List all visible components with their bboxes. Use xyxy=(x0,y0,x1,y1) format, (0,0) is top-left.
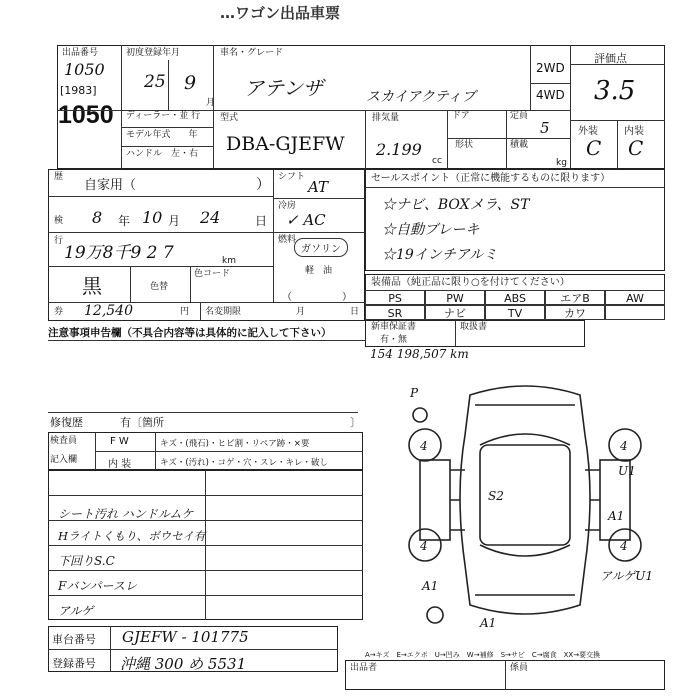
lot-label: 出品番号 xyxy=(62,48,99,58)
check-interior-items: キズ・(汚れ)・コゲ・穴・スレ・キレ・破し xyxy=(160,458,328,468)
divider xyxy=(48,545,205,546)
equip-sr: SR xyxy=(365,305,425,320)
check-label-2: 記入欄 xyxy=(50,455,78,465)
reg-label: 初度登録年月 xyxy=(126,48,181,58)
divider xyxy=(273,169,274,302)
equipment-label: 装備品（純正品に限り○を付けてください） xyxy=(371,277,570,288)
repair-label: 修復歴 xyxy=(50,416,83,429)
divider xyxy=(48,340,365,341)
displacement-label: 排気量 xyxy=(372,113,400,123)
divider xyxy=(530,45,531,110)
divider xyxy=(273,232,365,233)
exterior-value: C xyxy=(586,136,602,160)
warranty-label: 新車保証書 xyxy=(371,322,417,332)
fuel-label: 燃料 xyxy=(278,235,297,245)
divider xyxy=(213,110,214,169)
legend-text: A→キズ E→エクボ U→凹み W→補修 S→サビ C→腐食 XX→要交換 xyxy=(365,651,601,659)
divider xyxy=(48,196,273,197)
reg-year: 25 xyxy=(144,72,166,92)
dealer-label: ディーラー・並 行 xyxy=(126,111,201,121)
fuel-bracket: （ ） xyxy=(282,292,352,303)
divider xyxy=(530,83,570,84)
history-label: 歴 xyxy=(54,172,64,182)
sales-item-3: ☆19インチアルミ xyxy=(382,247,498,263)
interior-label: 内装 xyxy=(624,126,644,137)
divider xyxy=(205,520,363,521)
mark-a1-right: A1 xyxy=(608,509,625,523)
handle-label: ハンドル 左・右 xyxy=(126,149,199,159)
divider xyxy=(48,649,338,650)
history-value: 自家用（ xyxy=(84,178,137,193)
equip-leather: カワ xyxy=(545,305,605,320)
mileage-label: 行 xyxy=(54,236,64,246)
tax-value: 12,540 xyxy=(84,303,133,319)
mirror-icon-rear xyxy=(427,607,443,623)
history-close: ） xyxy=(256,177,270,193)
divider xyxy=(121,45,122,169)
divider xyxy=(506,110,507,169)
fuel-value: ガソリン xyxy=(294,238,348,257)
load-label: 積載 xyxy=(510,140,529,150)
divider xyxy=(455,320,456,347)
left-fender-line xyxy=(450,470,465,530)
check-fw: F W xyxy=(110,436,129,447)
model-year-label: モデル年式 年 xyxy=(126,130,198,140)
divider xyxy=(365,110,366,169)
tax-label: 券 xyxy=(54,307,64,317)
shift-value: AT xyxy=(308,178,329,196)
model-grade: スカイアクティブ xyxy=(366,89,476,105)
inspection-day: 24 xyxy=(200,208,221,227)
inspector-note-1: シート汚れ ハンドルムケ xyxy=(58,507,194,521)
inspection-day-unit: 日 xyxy=(255,214,268,228)
equip-airbag: エアB xyxy=(545,290,605,305)
drive-4wd: 4WD xyxy=(536,88,565,102)
repair-value: 有〔箇所 xyxy=(120,416,164,429)
exterior-label: 外装 xyxy=(578,126,598,137)
divider xyxy=(121,146,213,147)
sheet-title: …ワゴン出品車票 xyxy=(220,4,341,22)
warranty-options: 有・無 xyxy=(380,335,408,345)
equip-ps: PS xyxy=(365,290,425,305)
equip-pw: PW xyxy=(425,290,485,305)
divider xyxy=(570,64,665,65)
equip-aw: AW xyxy=(605,290,665,305)
car-diagram xyxy=(380,375,670,635)
check-fw-items: キズ・(飛石)・ヒビ割・リペア跡・×要 xyxy=(160,439,310,449)
divider xyxy=(205,545,363,546)
type-label: 型式 xyxy=(220,113,239,123)
plate-value: 沖縄 300 め 5531 xyxy=(120,655,247,673)
divider xyxy=(190,266,191,302)
sales-label: セールスポイント（正常に機能するものに限ります） xyxy=(371,173,611,184)
ac-value: ✓ AC xyxy=(286,211,326,229)
inspection-month: 10 xyxy=(142,208,163,227)
equip-navi: ナビ xyxy=(425,305,485,320)
divider xyxy=(48,495,205,496)
ac-label: 冷房 xyxy=(278,201,297,211)
check-interior: 内 装 xyxy=(108,459,132,470)
interior-value: C xyxy=(628,136,644,160)
load-unit: kg xyxy=(556,158,567,168)
displacement-unit: cc xyxy=(432,156,442,166)
capacity-value: 5 xyxy=(540,119,550,137)
model-label: 車名・グレード xyxy=(220,48,284,58)
divider xyxy=(447,110,448,169)
inspector-note-3: 下回りS.C xyxy=(58,554,115,568)
sales-item-1: ☆ナビ、BOXメラ、ST xyxy=(382,197,530,213)
right-fender-line xyxy=(585,470,600,530)
divider xyxy=(205,495,363,496)
check-label-1: 検査員 xyxy=(50,436,78,446)
inspector-note-2: Hライトくもり、ボウセイ有 xyxy=(58,529,206,543)
owner-month: 月 xyxy=(296,307,306,317)
inspection-label: 検 xyxy=(54,216,64,226)
divider xyxy=(205,595,363,596)
inspection-month-unit: 月 xyxy=(168,214,181,228)
mark-4-rr: 4 xyxy=(620,539,628,553)
divider xyxy=(130,266,131,302)
divider xyxy=(447,138,570,139)
chassis-value: GJEFW - 101775 xyxy=(122,628,249,646)
equip-tv: TV xyxy=(485,305,545,320)
reg-month-unit: 月 xyxy=(206,98,216,108)
mark-p: P xyxy=(410,386,419,400)
recall-label: 取扱書 xyxy=(460,322,488,332)
divider xyxy=(505,660,506,690)
model-name: アテンザ xyxy=(244,76,323,100)
divider xyxy=(110,626,111,672)
sales-item-2: ☆自動ブレーキ xyxy=(382,222,480,238)
divider xyxy=(213,45,214,110)
divider xyxy=(273,198,365,199)
divider xyxy=(95,451,363,452)
mark-s2: S2 xyxy=(488,489,504,503)
left-side-panel xyxy=(420,460,450,540)
divider xyxy=(48,412,358,413)
plate-label: 登録番号 xyxy=(52,657,96,670)
odometer-note: 154 198,507 km xyxy=(370,347,469,361)
mark-u1: U1 xyxy=(618,464,636,478)
mark-a1-left: A1 xyxy=(422,579,439,593)
grade-label: 評価点 xyxy=(594,52,627,65)
mileage-unit: km xyxy=(222,256,236,266)
shift-label: シフト xyxy=(278,172,306,182)
inspection-year-unit: 年 xyxy=(118,214,131,228)
displacement-value: 2.199 xyxy=(376,140,422,159)
divider xyxy=(48,266,273,267)
color-change-label: 色替 xyxy=(150,282,169,292)
color-handwritten: 黒 xyxy=(82,274,102,298)
mileage-value: 19万8千9 2 7 xyxy=(64,243,174,263)
fuel-alt: 軽 油 xyxy=(305,266,333,276)
divider xyxy=(48,570,205,571)
door-label: ドア xyxy=(452,111,470,121)
mark-4-fr: 4 xyxy=(620,439,628,453)
divider xyxy=(200,302,201,321)
lot-code: [1983] xyxy=(60,84,97,97)
car-rear-glass xyxy=(480,545,570,556)
shape-label: 形状 xyxy=(455,140,474,150)
reg-month: 9 xyxy=(184,72,197,94)
lot-number: 1050 xyxy=(58,101,114,129)
divider xyxy=(205,570,363,571)
equip-abs: ABS xyxy=(485,290,545,305)
grade-value: 3.5 xyxy=(594,76,636,106)
exhibit-label: 出品者 xyxy=(350,663,378,673)
owner-day: 日 xyxy=(350,307,360,317)
drive-2wd: 2WD xyxy=(536,61,565,75)
capacity-label: 定員 xyxy=(510,111,529,121)
divider xyxy=(121,127,213,128)
inspector-note-5: アルゲ xyxy=(58,604,94,618)
type-value: DBA-GJEFW xyxy=(226,133,345,155)
divider xyxy=(168,60,169,110)
car-front-glass xyxy=(480,434,570,445)
mark-a1-bottom: A1 xyxy=(480,616,497,630)
divider xyxy=(365,187,665,188)
lot-handwritten: 1050 xyxy=(64,60,105,79)
mark-4-fl: 4 xyxy=(420,439,428,453)
notes-label: 注意事項申告欄（不具合内容等は具体的に記入して下さい） xyxy=(48,327,332,339)
mirror-icon xyxy=(413,408,427,422)
divider xyxy=(48,595,205,596)
inspection-year: 8 xyxy=(92,208,103,227)
repair-close: 〕 xyxy=(350,416,361,429)
tax-unit: 円 xyxy=(180,307,190,317)
chassis-label: 車台番号 xyxy=(52,633,96,646)
divider xyxy=(617,120,618,169)
mark-4-rl: 4 xyxy=(420,539,428,553)
sign-label: 係員 xyxy=(510,663,529,673)
owner-label: 名変期限 xyxy=(205,307,242,317)
divider xyxy=(48,232,273,233)
equip-empty xyxy=(605,305,665,320)
inspector-note-4: Fバンパースレ xyxy=(58,579,137,593)
color-code-label: 色コード xyxy=(194,269,231,279)
mark-alu: アルゲU1 xyxy=(600,569,654,583)
